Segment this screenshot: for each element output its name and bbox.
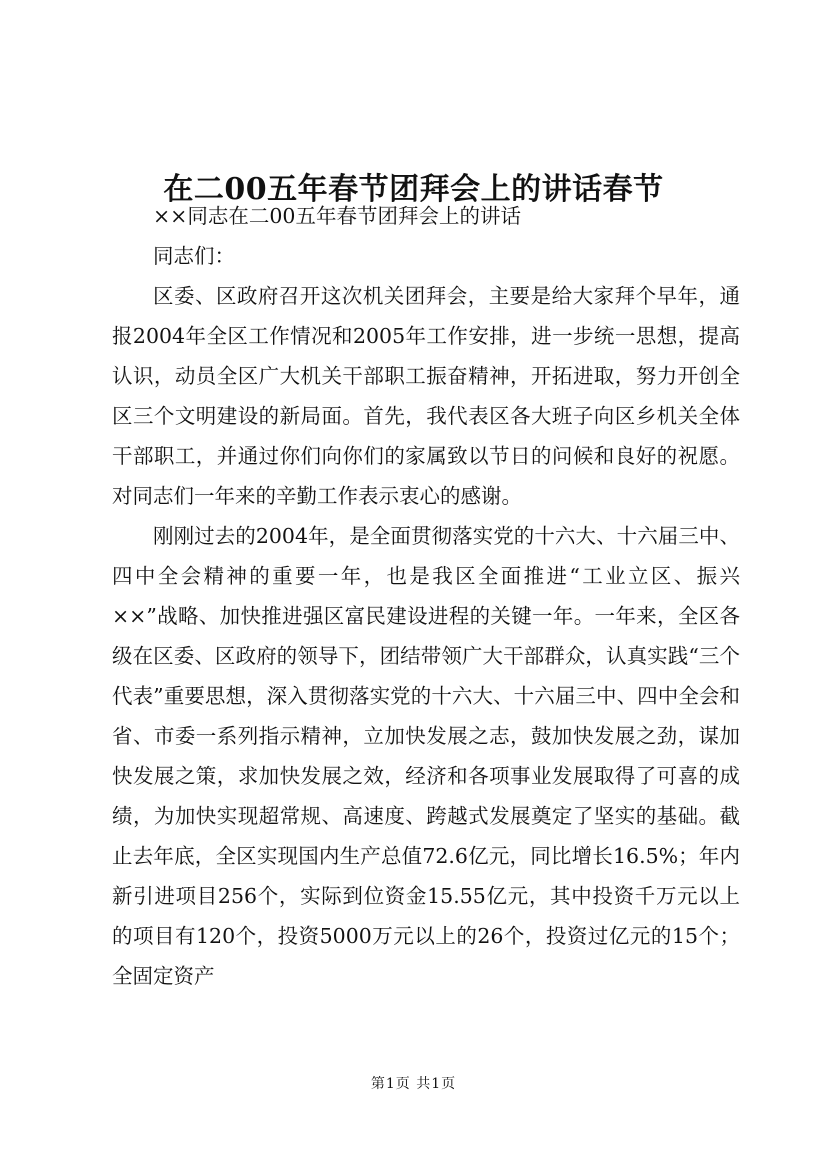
body-paragraph-2: 刚刚过去的2004年，是全面贯彻落实党的十六大、十六届三中、四中全会精神的重要一年，也是我区全面推进“工业立区、振兴××”战略、加快推进强区富民建设进程的关键一年。一年来，全区各级在区委、区政府的领导下，团结带领广大干部群众，认真实践“三个代表”重要思想，深入贯彻落实党的十六大、十六届三中、四中全会和省、市委一系列指示精神，立加快发展之志，鼓加快发展之劲，谋加快发展之策，求加快发展之效，经济和各项事业发展取得了可喜的成绩，为加快实现超常规、高速度、跨越式发展奠定了坚实的基础。截止去年底，全区实现国内生产总值72.6亿元，同比增长16.5%；年内新引进项目256个，实际到位资金15.55亿元，其中投资千万元以上的项目有120个，投资5000万元以上的26个，投资过亿元的15个；全固定资产: [112, 524, 740, 988]
subtitle-line: ××同志在二00五年春节团拜会上的讲话: [153, 204, 521, 228]
page-footer: 第1页 共1页: [370, 1076, 457, 1092]
document-title: 在二00五年春节团拜会上的讲话春节: [163, 172, 664, 208]
document-body: [112, 196, 740, 996]
body-paragraph-1: 区委、区政府召开这次机关团拜会，主要是给大家拜个早年，通报2004年全区工作情况和2005年工作安排，进一步统一思想，提高认识，动员全区广大机关干部职工振奋精神，开拓进取，努力开创全区三个文明建设的新局面。首先，我代表区各大班子向区乡机关全体干部职工，并通过你们向你们的家属致以节日的问候和良好的祝愿。对同志们一年来的辛勤工作表示衷心的感谢。: [112, 284, 740, 508]
salutation-line: 同志们：: [153, 244, 235, 268]
